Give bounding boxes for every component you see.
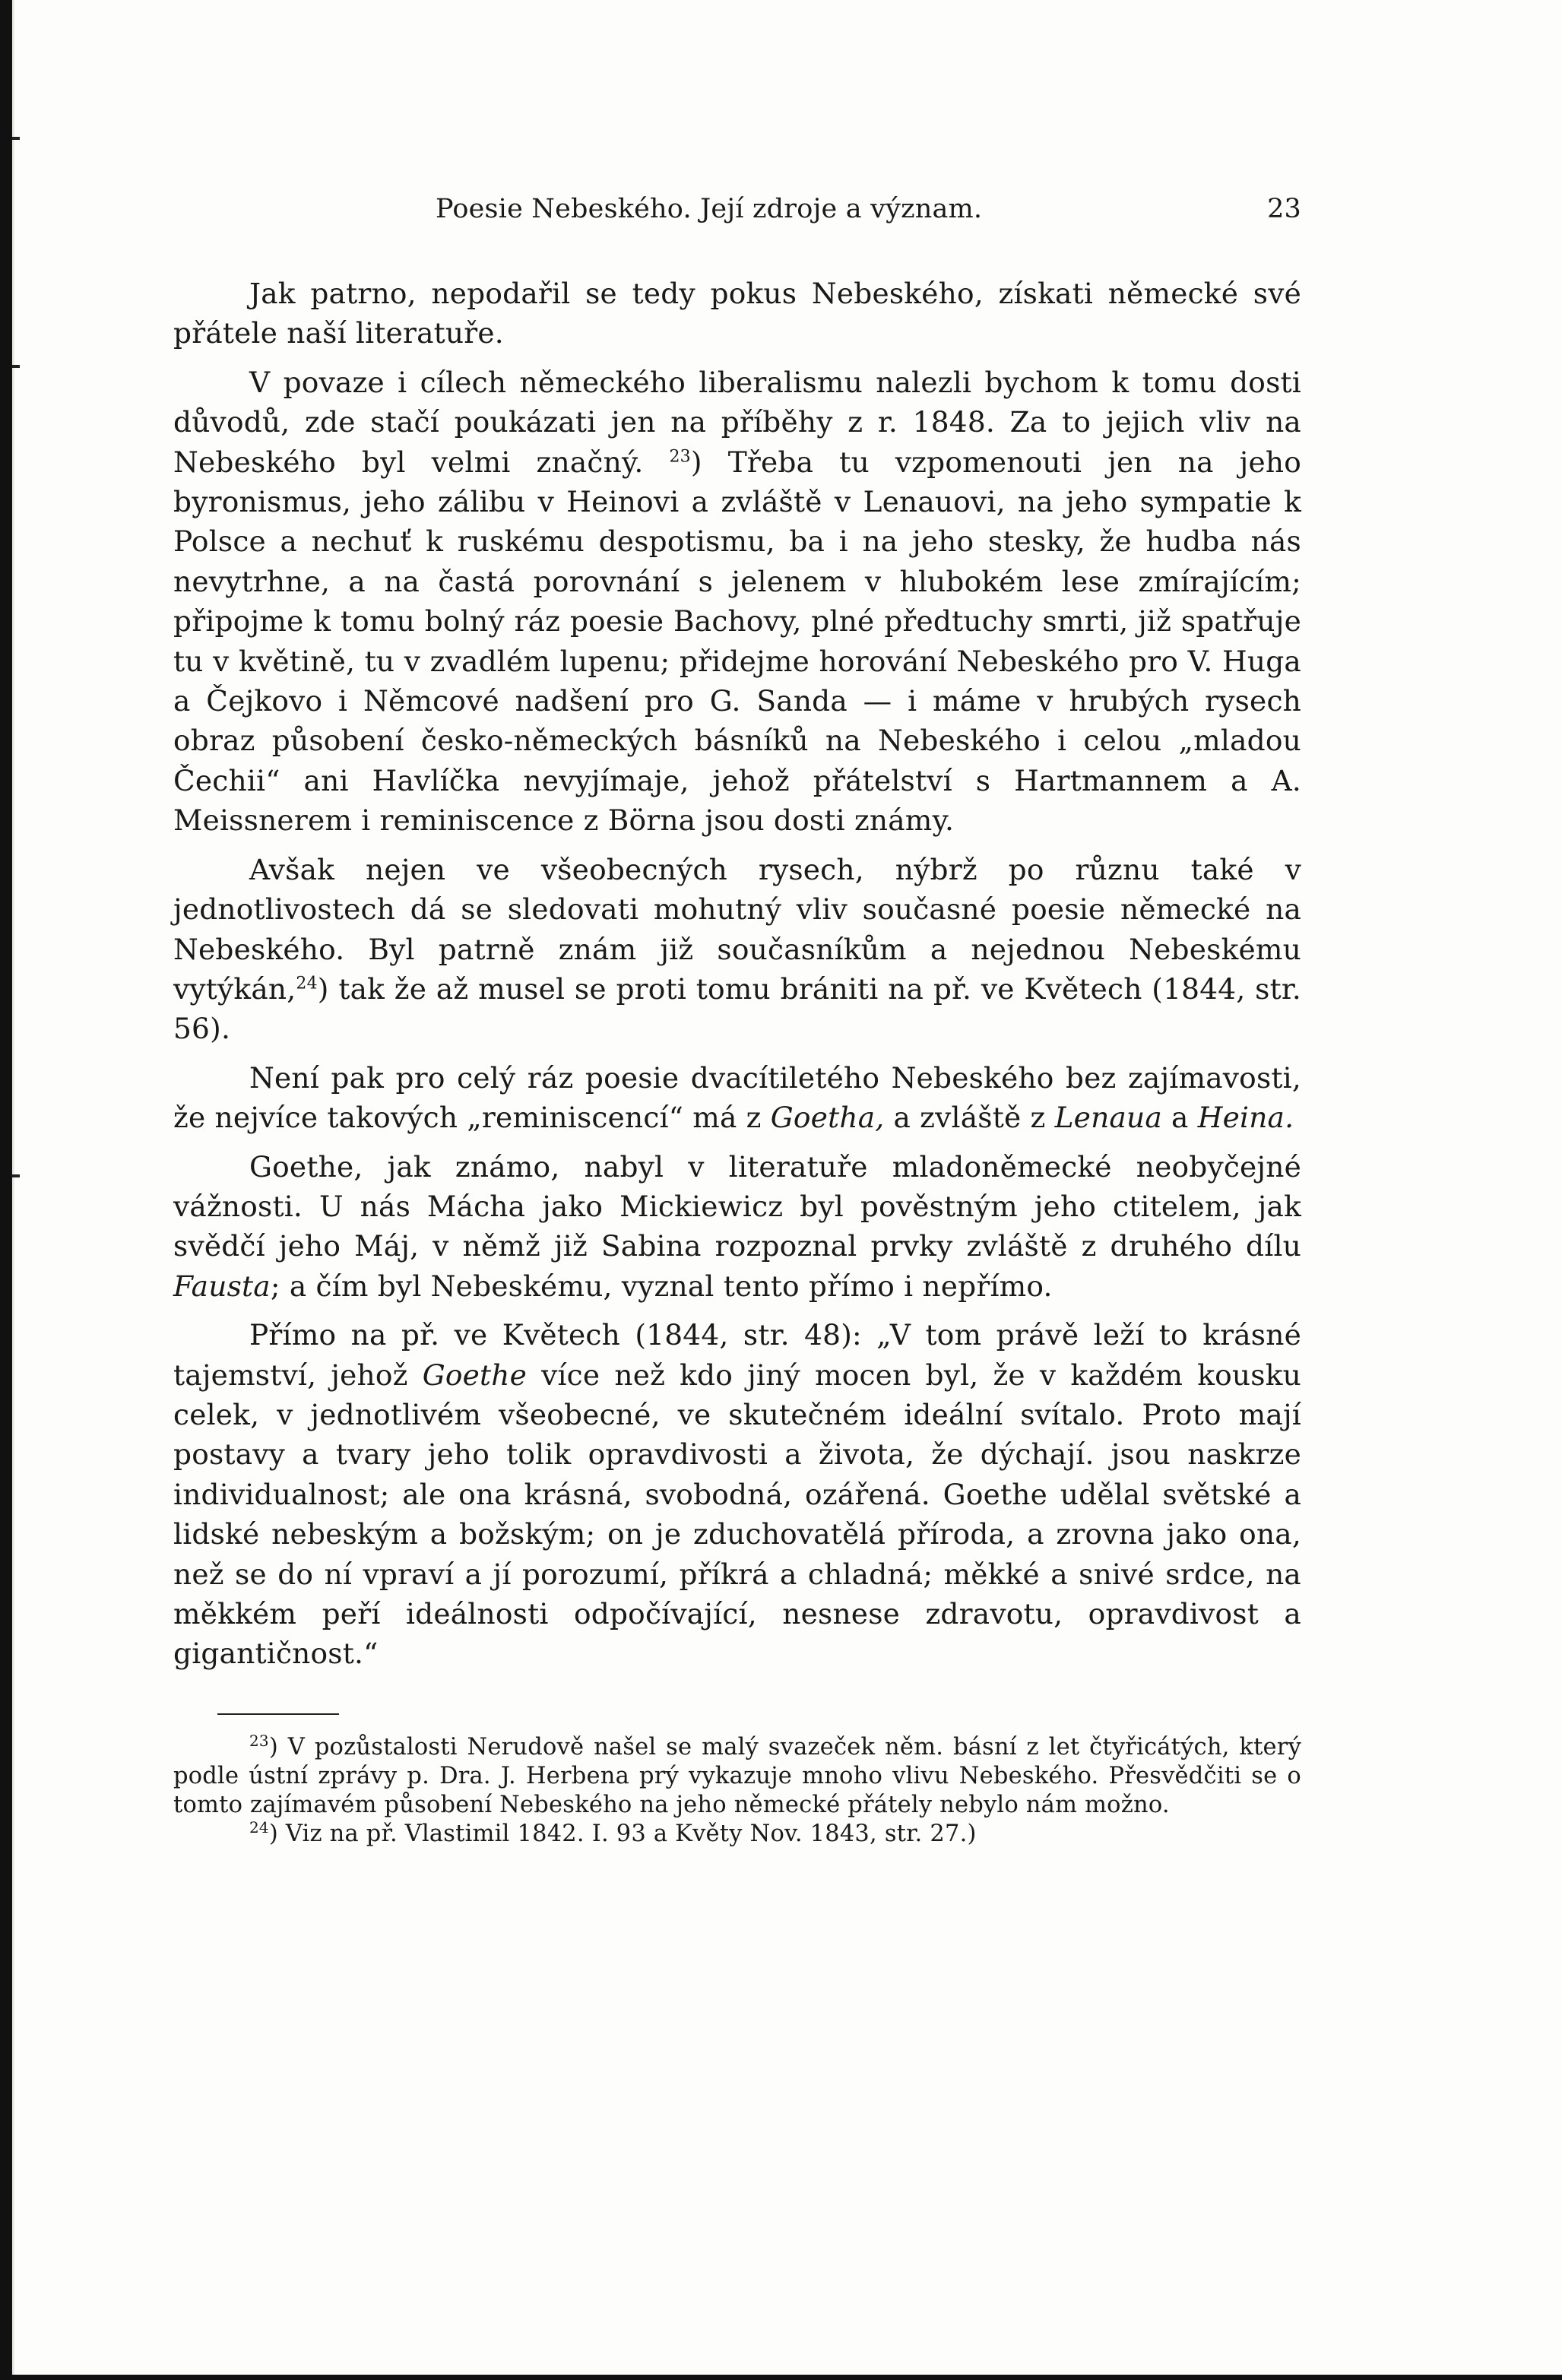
italic-name: Goethe bbox=[422, 1358, 528, 1392]
paragraph bbox=[173, 274, 1301, 353]
footnote-divider bbox=[217, 1713, 339, 1715]
italic-name: Lenaua bbox=[1054, 1101, 1162, 1135]
scan-mark bbox=[12, 137, 20, 140]
footnote-ref: 23 bbox=[669, 447, 691, 467]
scan-border-left-inner bbox=[12, 0, 14, 2380]
page bbox=[173, 190, 1301, 1849]
footnote-ref: 24 bbox=[296, 974, 318, 994]
paragraph-text: Avšak nejen ve všeobecných rysech, nýbrž po různu také v jednotlivostech dá se sledovati mohutný vliv současné poesie německé na Nebeského. Byl patrně znám již současníkům a nejednou Nebeskému vytýkán, bbox=[173, 852, 1301, 1006]
paragraph-text: Není pak pro celý ráz poesie dvacítiletého Nebeského bez zajímavosti, že nejvíce takových „reminiscencí“ má z bbox=[173, 1060, 1301, 1135]
paragraph-text: Jak patrno, nepodařil se tedy pokus Nebeského, získati německé své přátele naší literatuře. bbox=[173, 277, 1301, 350]
footnote bbox=[173, 1733, 1301, 1820]
italic-name: Heina. bbox=[1197, 1101, 1294, 1135]
paragraph bbox=[173, 1058, 1301, 1138]
paragraph-text: více než kdo jiný mocen byl, že v každém kousku celek, v jednotlivém všeobecné, ve skutečném ideální svítalo. Proto mají postavy a tvary jeho tolik opravdivosti a života, že dýchají. jsou naskrze individualnost; ale ona krásná, svobodná, ozářená. Goethe udělal světské a lidské nebeským a božským; on je zduchovatělá příroda, a zrovna jako ona, než se do ní vpraví a jí porozumí, příkrá a chladná; měkké a snivé srdce, na měkkém peří ideálnosti odpočívající, nesnese zdravotu, opravdivost a gigantičnost.“ bbox=[173, 1358, 1302, 1671]
footnote-number: 23 bbox=[249, 1731, 269, 1750]
running-title: Poesie Nebeského. Její zdroje a význam. bbox=[436, 194, 983, 224]
paragraph-text: ) tak že až musel se proti tomu brániti na př. ve Květech (1844, str. 56). bbox=[173, 971, 1301, 1046]
italic-name: Goetha, bbox=[770, 1101, 885, 1135]
paragraph bbox=[173, 1147, 1301, 1307]
scan-border-bottom bbox=[0, 2375, 1562, 2380]
paragraph bbox=[173, 850, 1301, 1049]
paragraph-text: a bbox=[1161, 1101, 1198, 1135]
paragraph-text: V povaze i cílech německého liberalismu nalezli bychom k tomu dosti důvodů, zde stačí poukázati jen na příběhy z r. 1848. Za to jejich vliv na Nebeského byl velmi značný. bbox=[173, 365, 1301, 479]
footnote-text: ) V pozůstalosti Nerudově našel se malý svazeček něm. básní z let čtyřicátých, který podle ústní zprávy p. Dra. J. Herbena prý vykazuje mnoho vlivu Nebeského. Přesvědčiti se o tomto zajímavém působení Nebeského na jeho německé přátely nebylo nám možno. bbox=[173, 1733, 1301, 1818]
page-number: 23 bbox=[1267, 194, 1301, 224]
footnote-text: ) Viz na př. Vlastimil 1842. I. 93 a Květy Nov. 1843, str. 27.) bbox=[268, 1820, 977, 1847]
paragraph-text: a zvláště z bbox=[884, 1101, 1055, 1135]
paragraph-text: Goethe, jak známo, nabyl v literatuře mladoněmecké neobyčejné vážnosti. U nás Mácha jako Mickiewicz byl pověstným jeho ctitelem, jak svědčí jeho Máj, v němž již Sabina rozpoznal prvky zvláště z druhého dílu bbox=[173, 1149, 1301, 1263]
paragraph-text: ) Třeba tu vzpomenouti jen na jeho byronismus, jeho zálibu v Heinovi a zvláště v Lenauovi, na jeho sympatie k Polsce a nechuť k ruskému despotismu, ba i na jeho stesky, že hudba nás nevytrhne, a na častá porovnání s jelenem v hlubokém lese zmírajícím; připojme k tomu bolný ráz poesie Bachovy, plné předtuchy smrti, již spatřuje tu v květině, tu v zvadlém lupenu; přidejme horování Nebeského pro V. Huga a Čejkovo i Němcové nadšení pro G. Sanda — i máme v hrubých rysech obraz působení česko-německých básníků na Nebeského i celou „mladou Čechii“ ani Havlíčka nevyjímaje, jehož přátelství s Hartmannem a A. Meissnerem i reminiscence z Börna jsou dosti známy. bbox=[173, 445, 1301, 838]
paragraph bbox=[173, 1315, 1301, 1674]
paragraph-text: ; a čím byl Nebeskému, vyznal tento přímo i nepřímo. bbox=[270, 1269, 1053, 1303]
running-header bbox=[173, 190, 1301, 228]
paragraph-text: Přímo na př. ve Květech (1844, str. 48): „V tom právě leží to krásné tajemství, jehož bbox=[173, 1318, 1301, 1392]
scan-border-left bbox=[0, 0, 12, 2380]
scan-mark bbox=[12, 1174, 20, 1177]
footnote-number: 24 bbox=[249, 1817, 269, 1836]
scan-mark bbox=[12, 365, 20, 368]
italic-title: Fausta bbox=[173, 1269, 271, 1303]
footnote bbox=[173, 1817, 1301, 1849]
paragraph bbox=[173, 363, 1301, 841]
